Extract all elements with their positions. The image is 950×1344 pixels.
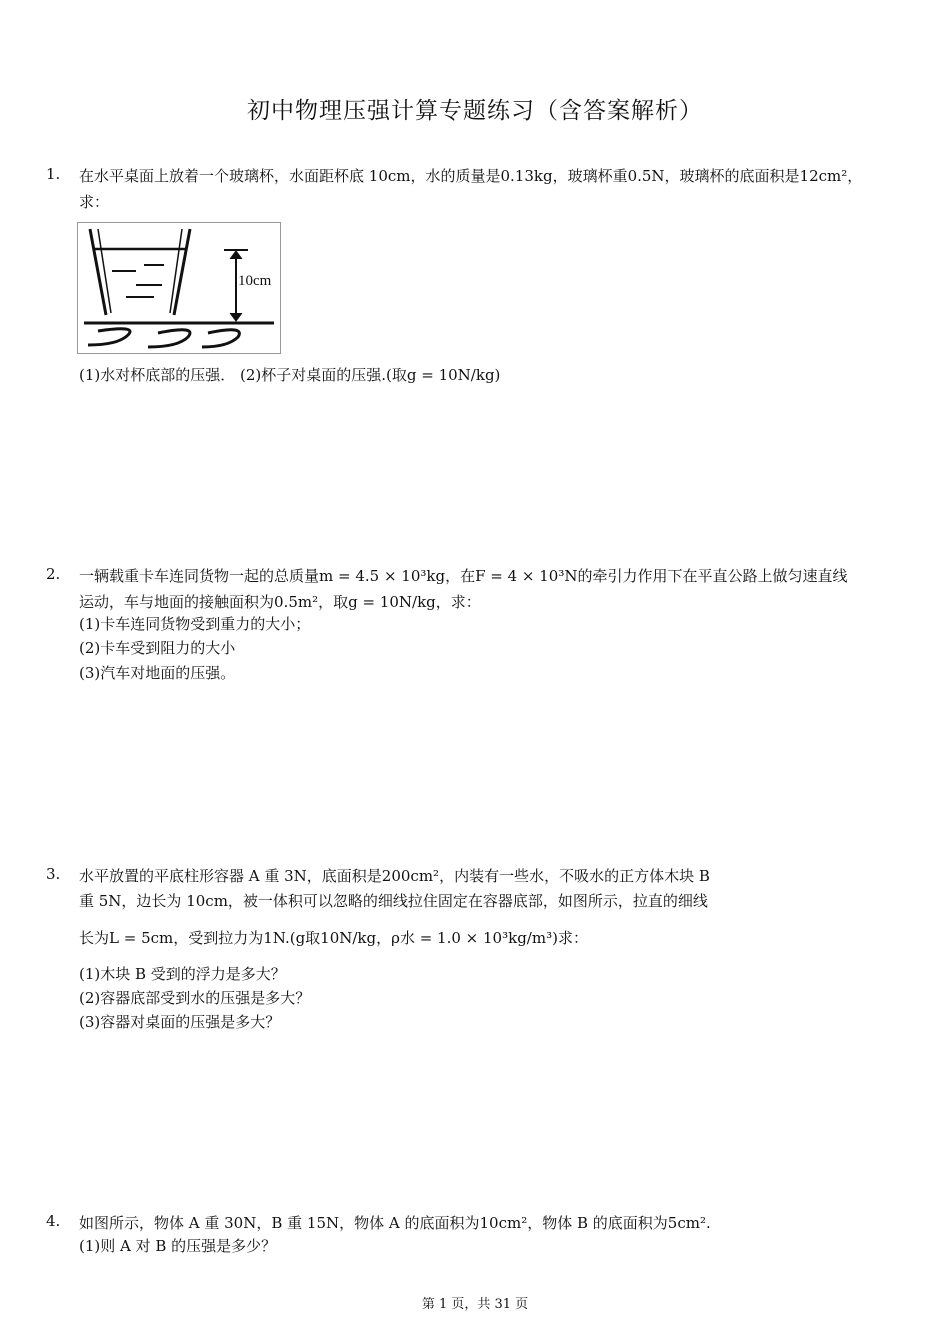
page-footer: 第 1 页，共 31 页 <box>421 1297 529 1312</box>
problem-text-line: (1)卡车连同货物受到重力的大小； <box>79 615 311 633</box>
problem-text-line: 一辆载重卡车连同货物一起的总质量m = 4.5 × 10³kg，在F = 4 × 10³N的牵引力作用下在平直公路上做匀速直线 <box>79 567 848 585</box>
problem-number: 3. <box>46 865 61 883</box>
problem-text-line: (1)木块 B 受到的浮力是多大？ <box>79 965 286 983</box>
problem-number: 2. <box>46 565 61 583</box>
problem-text-line: (1)水对杯底部的压强． (2)杯子对桌面的压强.(取g = 10N/kg) <box>79 366 501 384</box>
problem-text-line: (3)汽车对地面的压强。 <box>79 664 236 682</box>
problem-text-line: 求： <box>79 193 110 211</box>
problem-text-line: 运动，车与地面的接触面积为0.5m²，取g = 10N/kg，求： <box>79 593 481 611</box>
problem-text-line: 水平放置的平底柱形容器 A 重 3N，底面积是200cm²，内装有一些水，不吸水的正方体木块 B <box>79 867 710 885</box>
glass-cup-figure <box>77 222 281 354</box>
problem-number: 4. <box>46 1212 61 1230</box>
height-label: 10cm <box>238 273 272 289</box>
problem-number: 1. <box>46 165 61 183</box>
problem-text-line: (3)容器对桌面的压强是多大？ <box>79 1013 281 1031</box>
problem-text-line: 如图所示，物体 A 重 30N，B 重 15N，物体 A 的底面积为10cm²，物体 B 的底面积为5cm². <box>79 1214 711 1232</box>
document-title: 初中物理压强计算专题练习（含答案解析） <box>247 98 703 124</box>
problem-text-line: (2)容器底部受到水的压强是多大？ <box>79 989 311 1007</box>
problem-text-line: (2)卡车受到阻力的大小 <box>79 639 236 657</box>
glass-cup-drawing <box>78 223 280 353</box>
problem-text-line: 在水平桌面上放着一个玻璃杯，水面距杯底 10cm，水的质量是0.13kg，玻璃杯重0.5N，玻璃杯的底面积是12cm²， <box>79 167 863 185</box>
problem-text-line: 重 5N，边长为 10cm，被一体积可以忽略的细线拉住固定在容器底部，如图所示，拉直的细线 <box>79 892 708 910</box>
problem-text-line: 长为L = 5cm，受到拉力为1N.(g取10N/kg，ρ水 = 1.0 × 10³kg/m³)求： <box>79 929 588 947</box>
problem-text-line: (1)则 A 对 B 的压强是多少？ <box>79 1237 277 1255</box>
